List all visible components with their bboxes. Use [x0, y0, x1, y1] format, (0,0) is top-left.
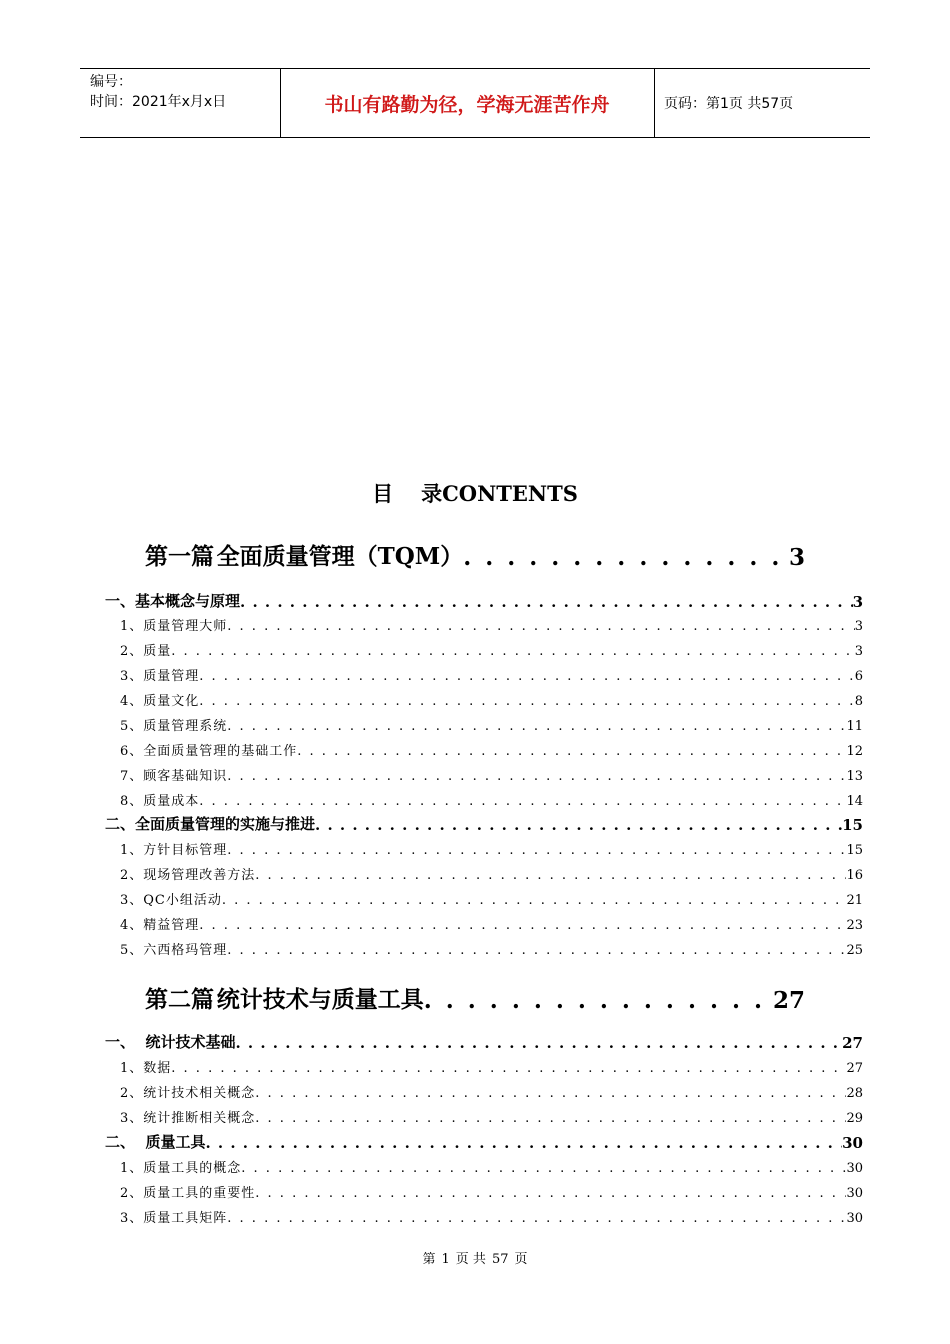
leader-dots: [199, 794, 846, 809]
page-number: 13: [846, 769, 863, 784]
page-number: 12: [846, 744, 863, 759]
part-title: 全面质量管理（TQM）: [216, 543, 464, 570]
leader-dots: [171, 644, 854, 659]
toc-section[interactable]: [105, 1030, 863, 1052]
toc-section[interactable]: [105, 1130, 863, 1152]
page-number: 6: [854, 669, 863, 684]
item-label: 3、统计推断相关概念: [120, 1111, 256, 1126]
footer-page: 1: [441, 1252, 450, 1267]
page-number: 30: [846, 1186, 863, 1201]
item-label: 2、现场管理改善方法: [120, 868, 256, 883]
leader-dots: [227, 843, 846, 858]
item-label: 2、统计技术相关概念: [120, 1086, 256, 1101]
toc-item[interactable]: [120, 614, 863, 634]
page-number: 27: [846, 1061, 863, 1076]
item-label: 7、顾客基础知识: [120, 769, 228, 784]
item-label: 1、方针目标管理: [120, 843, 228, 858]
leader-dots: [255, 1111, 846, 1126]
section-label: 一、 统计技术基础: [105, 1033, 236, 1051]
page-number: 27: [772, 987, 805, 1014]
leader-dots: [315, 816, 842, 834]
item-label: 2、质量: [120, 644, 172, 659]
page-number: 8: [854, 694, 863, 709]
page-number: 3: [788, 544, 805, 571]
toc-title-right: 录CONTENTS: [421, 481, 578, 506]
page-number: 16: [846, 868, 863, 883]
page-number: 14: [846, 794, 863, 809]
leader-dots: [255, 1086, 846, 1101]
footer-suffix: 页: [514, 1252, 528, 1267]
header-meta: [80, 69, 280, 137]
page-number: 27: [842, 1034, 863, 1052]
serial-label: 编号：: [90, 74, 132, 90]
page-number: 11: [846, 719, 863, 734]
leader-dots: [255, 868, 846, 883]
toc-item[interactable]: [120, 1181, 863, 1201]
leader-dots: [205, 1134, 842, 1152]
leader-dots: [222, 893, 847, 908]
toc-item[interactable]: [120, 1081, 863, 1101]
toc-item[interactable]: [120, 639, 863, 659]
leader-dots: [199, 669, 854, 684]
leader-dots: [424, 987, 773, 1014]
header-motto: 书山有路勤为径，学海无涯苦作舟: [324, 93, 610, 116]
page-number: 21: [846, 893, 863, 908]
toc-section[interactable]: [105, 812, 863, 834]
part-label: 第二篇: [145, 986, 214, 1013]
page-number: 30: [846, 1211, 863, 1226]
header-page-info: 页码：第1页 共57页: [664, 96, 794, 112]
toc-item[interactable]: [120, 913, 863, 933]
toc-item[interactable]: [120, 1206, 863, 1226]
leader-dots: [227, 1211, 846, 1226]
section-label: 一、基本概念与原理: [105, 592, 241, 610]
toc-title: [0, 478, 950, 508]
toc-item[interactable]: [120, 689, 863, 709]
page-header: [80, 68, 870, 138]
item-label: 4、精益管理: [120, 918, 200, 933]
item-label: 4、质量文化: [120, 694, 200, 709]
item-label: 6、全面质量管理的基础工作: [120, 744, 298, 759]
leader-dots: [227, 619, 854, 634]
toc-item[interactable]: [120, 714, 863, 734]
leader-dots: [199, 694, 854, 709]
toc-item[interactable]: [120, 888, 863, 908]
item-label: 2、质量工具的重要性: [120, 1186, 256, 1201]
item-label: 3、QC小组活动: [120, 893, 222, 908]
item-label: 1、质量管理大师: [120, 619, 228, 634]
part-label: 第一篇: [145, 543, 214, 570]
item-label: 3、质量工具矩阵: [120, 1211, 228, 1226]
toc-item[interactable]: [120, 838, 863, 858]
footer-total: 57: [491, 1252, 509, 1267]
toc-part-1[interactable]: [145, 535, 805, 571]
page-number: 30: [846, 1161, 863, 1176]
leader-dots: [241, 1161, 846, 1176]
item-label: 5、质量管理系统: [120, 719, 228, 734]
toc-item[interactable]: [120, 1056, 863, 1076]
toc-part-2[interactable]: [145, 978, 805, 1014]
footer-middle: 页 共: [455, 1252, 486, 1267]
page-number: 3: [854, 619, 863, 634]
toc-item[interactable]: [120, 739, 863, 759]
leader-dots: [255, 1186, 846, 1201]
item-label: 8、质量成本: [120, 794, 200, 809]
page-number: 29: [846, 1111, 863, 1126]
toc-item[interactable]: [120, 1156, 863, 1176]
toc-item[interactable]: [120, 764, 863, 784]
toc-item[interactable]: [120, 938, 863, 958]
leader-dots: [297, 744, 846, 759]
leader-dots: [235, 1034, 842, 1052]
page-number: 3: [852, 593, 863, 611]
leader-dots: [227, 769, 846, 784]
toc-item[interactable]: [120, 664, 863, 684]
leader-dots: [171, 1061, 846, 1076]
item-label: 1、质量工具的概念: [120, 1161, 242, 1176]
page-number: 15: [842, 816, 863, 834]
section-label: 二、全面质量管理的实施与推进: [105, 815, 316, 833]
item-label: 5、六西格玛管理: [120, 943, 228, 958]
toc-item[interactable]: [120, 863, 863, 883]
item-label: 1、数据: [120, 1061, 172, 1076]
toc-item[interactable]: [120, 1106, 863, 1126]
leader-dots: [227, 943, 846, 958]
page-number: 23: [846, 918, 863, 933]
page-number: 15: [846, 843, 863, 858]
time-label: 时间：2021年x月x日: [90, 94, 227, 110]
toc-item[interactable]: [120, 789, 863, 809]
footer-prefix: 第: [422, 1252, 436, 1267]
leader-dots: [227, 719, 846, 734]
page-number: 3: [854, 644, 863, 659]
leader-dots: [199, 918, 846, 933]
leader-dots: [463, 544, 789, 571]
item-label: 3、质量管理: [120, 669, 200, 684]
page-number: 28: [846, 1086, 863, 1101]
page-number: 30: [842, 1134, 863, 1152]
leader-dots: [240, 593, 853, 611]
toc-section[interactable]: [105, 589, 863, 611]
toc-title-left: 目: [372, 481, 394, 506]
page-footer: [0, 1248, 950, 1267]
section-label: 二、 质量工具: [105, 1133, 206, 1151]
part-title: 统计技术与质量工具: [216, 986, 424, 1013]
page-number: 25: [846, 943, 863, 958]
